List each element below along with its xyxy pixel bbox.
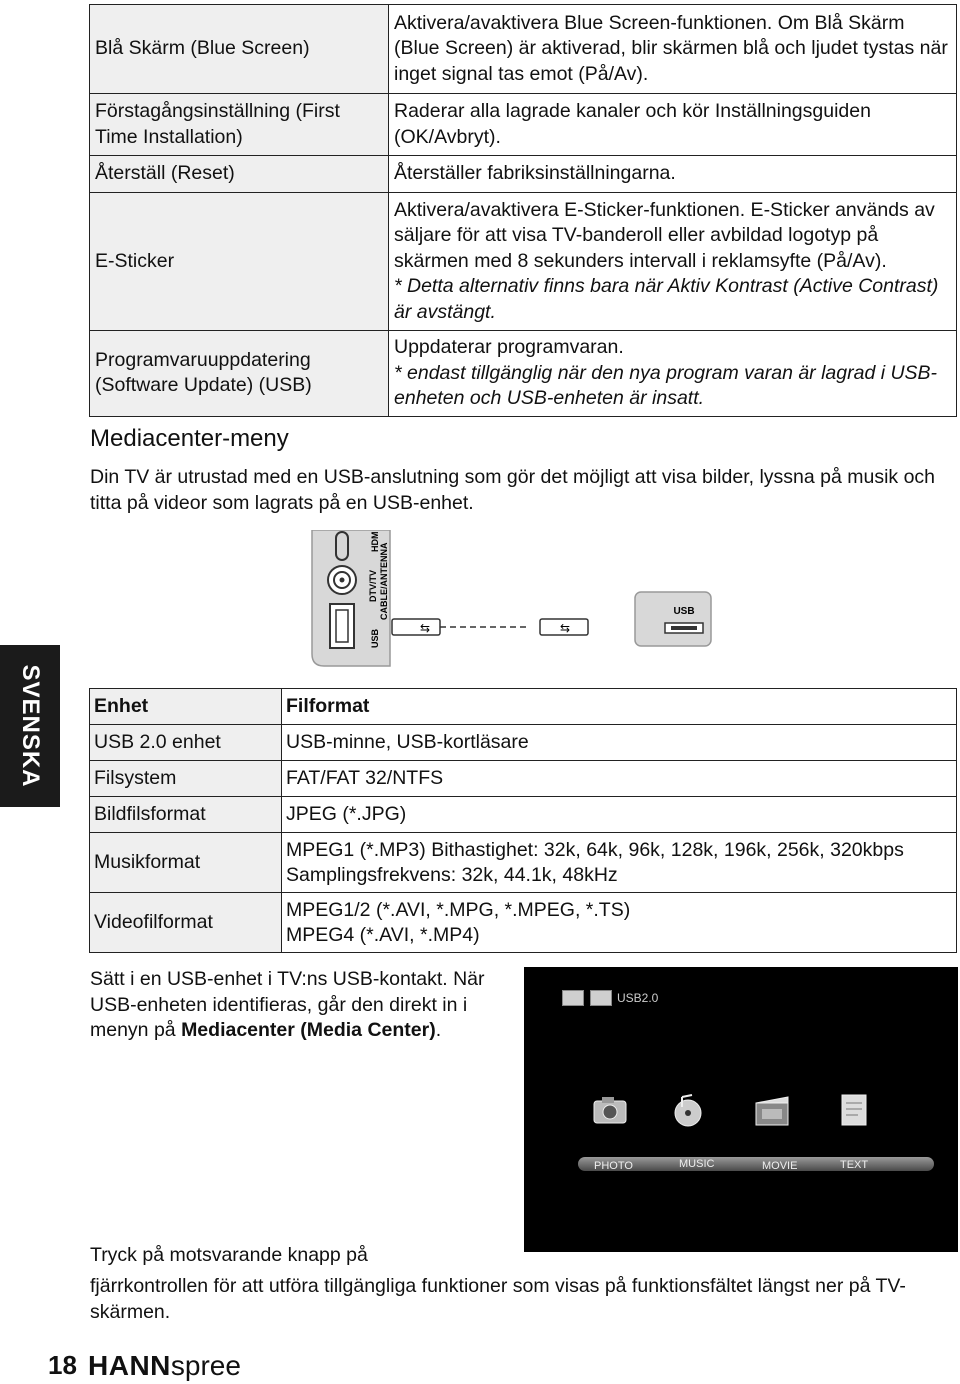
port-label-antenna: CABLE/ANTENNA	[379, 542, 389, 620]
setting-name: E-Sticker	[90, 193, 389, 331]
setting-name: Programvaruuppdatering (Software Update) (USB)	[90, 331, 389, 417]
language-tab	[0, 645, 60, 807]
format-category: Musikformat	[90, 833, 282, 893]
settings-table	[89, 4, 957, 417]
format-category: Videofilformat	[90, 893, 282, 953]
brand-logo: HANNspree	[88, 1350, 241, 1381]
text-icon	[836, 1093, 872, 1127]
usb-drive-icon	[562, 990, 584, 1006]
port-label-usb: USB	[370, 628, 380, 648]
table-row	[90, 331, 957, 417]
setting-description: Raderar alla lagrade kanaler och kör Inställningsguiden (OK/Avbryt).	[389, 94, 957, 156]
table-row	[90, 725, 957, 761]
photo-icon	[592, 1093, 628, 1127]
table-row	[90, 797, 957, 833]
format-value	[282, 833, 957, 893]
menu-item-movie[interactable]: MOVIE	[762, 1160, 798, 1172]
press-button-text: Tryck på motsvarande knapp på	[90, 1244, 368, 1266]
format-value-line: Samplingsfrekvens: 32k, 44.1k, 48kHz	[286, 863, 618, 886]
usb-connection-diagram	[300, 530, 720, 670]
media-center-name: Mediacenter (Media Center)	[181, 1019, 436, 1041]
table-row	[90, 761, 957, 797]
setting-note: * endast tillgänglig när den nya program varan är lagrad i USB-enheten och USB-enheten är insatt.	[394, 361, 938, 409]
insert-usb-paragraph: Sätt i en USB-enhet i TV:ns USB-kontakt. När USB-enheten identifieras, går den direkt in i menyn på Mediacenter (Media Center).	[90, 968, 485, 1041]
format-category: Bildfilsformat	[90, 797, 282, 833]
setting-description: Återställer fabriksinställningarna.	[389, 156, 957, 193]
menu-item-photo[interactable]: PHOTO	[594, 1160, 633, 1172]
table-row	[90, 5, 957, 94]
column-header: Filformat	[282, 689, 957, 725]
table-row	[90, 94, 957, 156]
page-number: 18	[48, 1350, 77, 1380]
file-format-table	[89, 688, 957, 953]
setting-desc-text: Uppdaterar programvaran.	[394, 336, 624, 358]
table-row	[90, 833, 957, 893]
usb-plug-left	[392, 619, 440, 635]
format-value: FAT/FAT 32/NTFS	[282, 761, 957, 797]
format-value	[282, 893, 957, 953]
table-row	[90, 193, 957, 331]
port-label-dtv: DTV/TV	[368, 569, 378, 602]
setting-description	[389, 331, 957, 417]
media-center-screenshot	[524, 967, 958, 1252]
svg-text:⇆: ⇆	[559, 621, 571, 635]
insert-text: Sätt i en USB-enhet i TV:ns USB-kontakt. När USB-enheten identifieras, går den direkt in i menyn på	[90, 968, 485, 1041]
usb-device	[635, 592, 711, 646]
format-value-line: MPEG1/2 (*.AVI, *.MPG, *.MPEG, *.TS)	[286, 898, 631, 921]
format-value-line: MPEG1 (*.MP3) Bithastighet: 32k, 64k, 96k, 128k, 196k, 256k, 320kbps	[286, 838, 904, 861]
menu-item-music[interactable]: MUSIC	[679, 1158, 715, 1170]
setting-name: Förstagångsinställning (First Time Installation)	[90, 94, 389, 156]
usb-symbol-icon: ⇆	[419, 621, 431, 635]
menu-item-text[interactable]: TEXT	[840, 1159, 869, 1171]
music-icon	[670, 1093, 706, 1127]
remote-instructions: fjärrkontrollen för att utföra tillgängliga funktioner som visas på funktionsfältet längst ner på TV-skärmen.	[90, 1275, 906, 1323]
format-value-line: MPEG4 (*.AVI, *.MP4)	[286, 923, 480, 946]
format-value: USB-minne, USB-kortläsare	[282, 725, 957, 761]
setting-description	[389, 193, 957, 331]
section-heading: Mediacenter-meny	[90, 425, 289, 452]
setting-desc-text: Aktivera/avaktivera E-Sticker-funktionen. E-Sticker används av säljare för att visa TV-banderoll eller avbildad logotyp på skärmen med 8 sekunders intervall i reklamsyfte (På/Av).	[394, 198, 935, 272]
intro-paragraph: Din TV är utrustad med en USB-anslutning som gör det möjligt att visa bilder, lyssna på musik och titta på videor som lagrats på en USB-enhet.	[90, 466, 936, 514]
setting-name: Återställ (Reset)	[90, 156, 389, 193]
setting-description: Aktivera/avaktivera Blue Screen-funktionen. Om Blå Skärm (Blue Screen) är aktiverad, blir skärmen blå och ljudet tystas när inget signal tas emot (På/Av).	[389, 5, 957, 94]
format-category: Filsystem	[90, 761, 282, 797]
usb-device-label: USB2.0	[617, 991, 659, 1005]
usb-drive-icon	[590, 990, 612, 1006]
language-tab-label: SVENSKA	[17, 664, 44, 788]
port-label-hdmi: HDM	[370, 531, 380, 552]
setting-name: Blå Skärm (Blue Screen)	[90, 5, 389, 94]
column-header: Enhet	[90, 689, 282, 725]
usb-device-label: USB	[673, 606, 695, 617]
table-row	[90, 156, 957, 193]
movie-icon	[754, 1093, 790, 1127]
table-row	[90, 893, 957, 953]
table-header-row	[90, 689, 957, 725]
format-value: JPEG (*.JPG)	[282, 797, 957, 833]
setting-note: * Detta alternativ finns bara när Aktiv Kontrast (Active Contrast) är avstängt.	[394, 275, 939, 323]
format-category: USB 2.0 enhet	[90, 725, 282, 761]
